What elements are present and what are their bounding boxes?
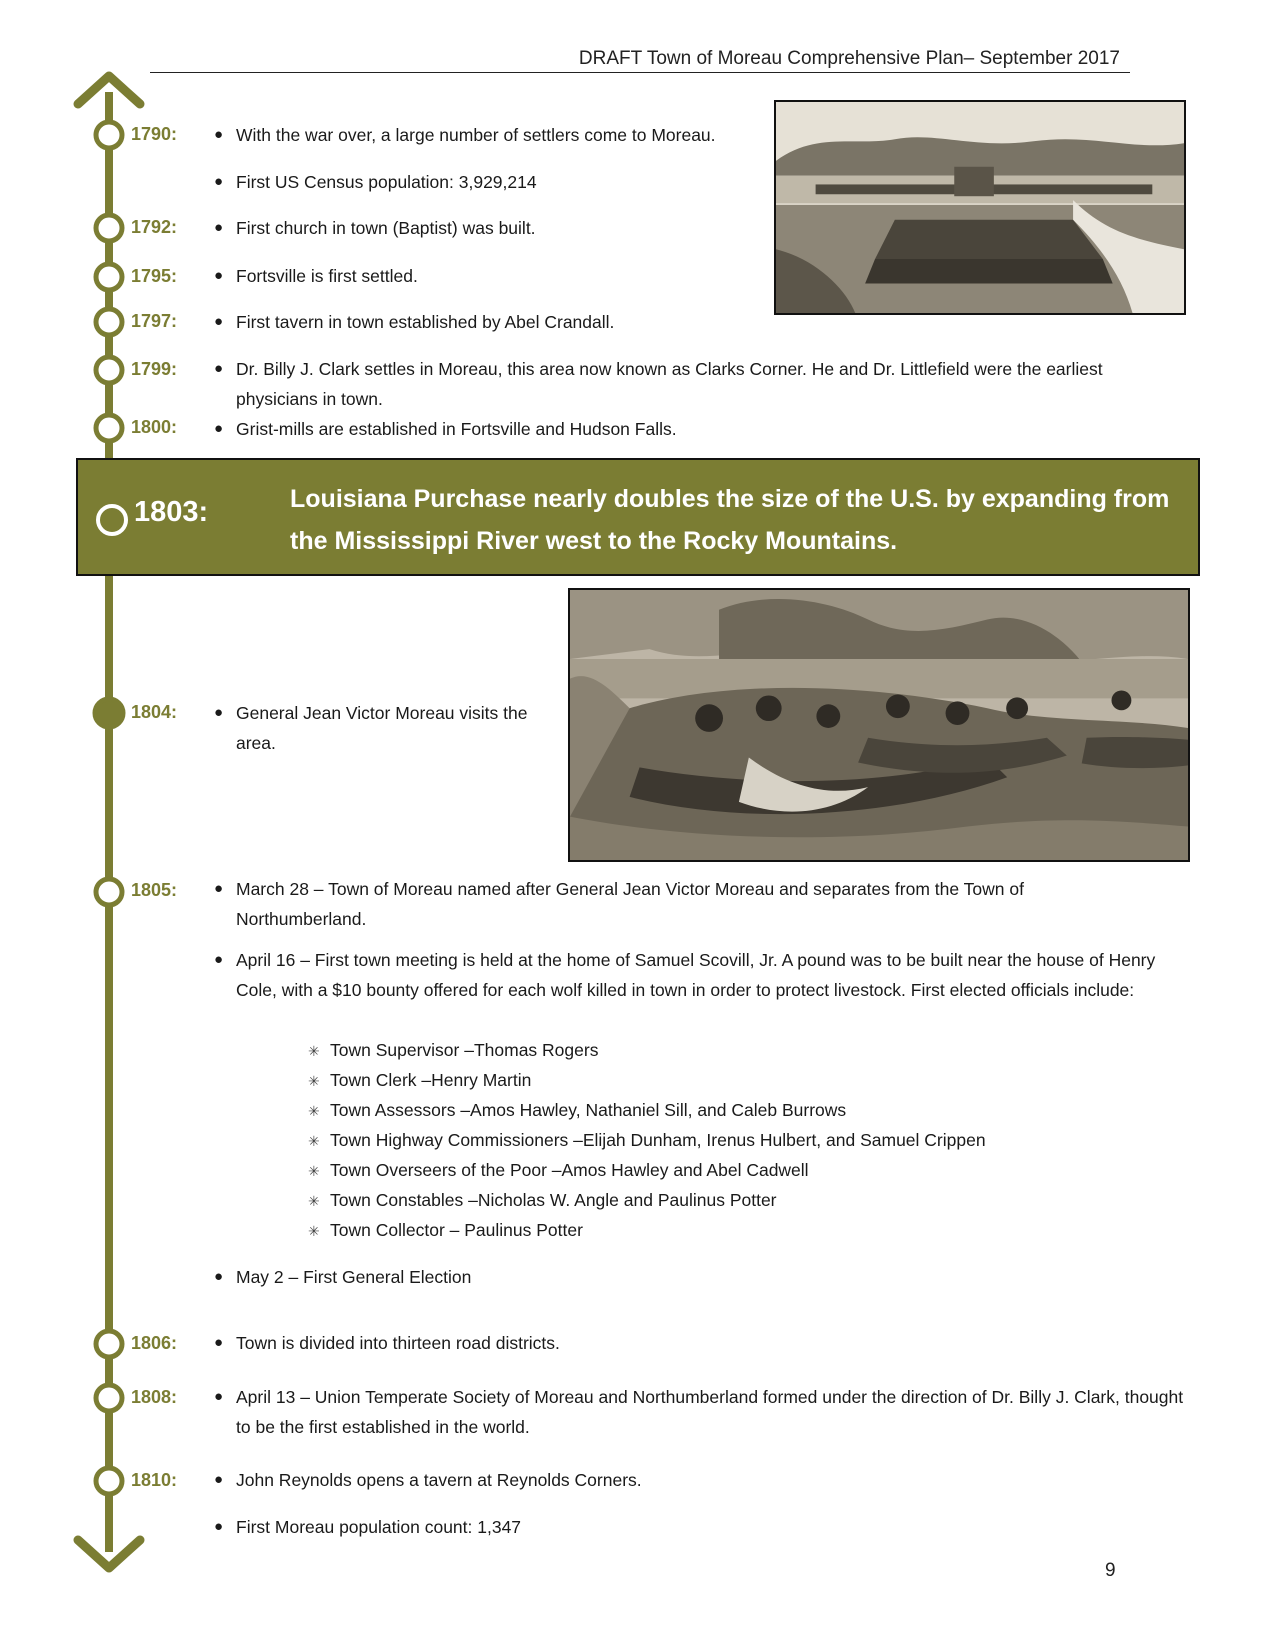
list-item: ● Dr. Billy J. Clark settles in Moreau, this area now known as Clarks Corner. He and Dr. Littlefield were the earliest physicians in town. <box>214 359 1103 409</box>
timeline-node-1795 <box>96 264 122 290</box>
timeline-node-1808 <box>96 1385 122 1411</box>
year-1808: 1808: <box>131 1387 178 1407</box>
river-battle-engraving-image <box>568 588 1190 862</box>
list-item: ● First tavern in town established by Abel Crandall. <box>214 312 615 332</box>
highlight-text: Louisiana Purchase nearly doubles the size of the U.S. by expanding from the Mississippi River west to the Rocky Mountains. <box>290 485 1170 555</box>
list-item: ● General Jean Victor Moreau visits the area. <box>214 703 528 753</box>
timeline-node-1804 <box>95 699 123 727</box>
list-item: ● First church in town (Baptist) was built. <box>214 218 536 238</box>
list-item: ● First US Census population: 3,929,214 <box>214 172 537 192</box>
year-1803: 1803: <box>134 496 209 528</box>
page-header <box>150 48 1130 73</box>
canal-engraving-image <box>774 100 1186 315</box>
timeline-node-1810 <box>96 1468 122 1494</box>
list-item: ● April 16 – First town meeting is held at the home of Samuel Scovill, Jr. A pound was to be built near the house of Henry Cole, with a $10 bounty offered for each wolf killed in town in order to protect livestock. First elected officials include: <box>214 950 1156 1000</box>
list-item: ● May 2 – First General Election <box>214 1267 472 1287</box>
header-title: DRAFT Town of Moreau Comprehensive Plan– September 2017 <box>578 48 1120 69</box>
list-item: ● With the war over, a large number of settlers come to Moreau. <box>214 125 716 145</box>
year-1800: 1800: <box>131 417 178 437</box>
list-item: ● First Moreau population count: 1,347 <box>214 1517 522 1537</box>
year-1805: 1805: <box>131 880 178 900</box>
list-item: ● April 13 – Union Temperate Society of Moreau and Northumberland formed under the direction of Dr. Billy J. Clark, thought to be the first established in the world. <box>214 1387 1184 1437</box>
page-number: 9 <box>1105 1560 1116 1581</box>
timeline-node-1790 <box>96 122 122 148</box>
year-1795: 1795: <box>131 266 178 286</box>
timeline-node-1805 <box>96 879 122 905</box>
official-item: ✳ Town Highway Commissioners –Elijah Dunham, Irenus Hulbert, and Samuel Crippen <box>308 1130 986 1150</box>
year-1804: 1804: <box>131 702 178 722</box>
official-item: ✳ Town Clerk –Henry Martin <box>308 1070 532 1090</box>
timeline-node-1797 <box>96 309 122 335</box>
list-item: ● Town is divided into thirteen road districts. <box>214 1333 560 1353</box>
official-item: ✳ Town Supervisor –Thomas Rogers <box>308 1040 599 1060</box>
official-item: ✳ Town Collector – Paulinus Potter <box>308 1220 583 1240</box>
year-1806: 1806: <box>131 1333 178 1353</box>
official-item: ✳ Town Constables –Nicholas W. Angle and Paulinus Potter <box>308 1190 777 1210</box>
official-item: ✳ Town Assessors –Amos Hawley, Nathaniel Sill, and Caleb Burrows <box>308 1100 847 1120</box>
year-1792: 1792: <box>131 217 178 237</box>
timeline-node-1799 <box>96 357 122 383</box>
timeline-arrow-up-icon <box>78 76 140 104</box>
official-item: ✳ Town Overseers of the Poor –Amos Hawley and Abel Cadwell <box>308 1160 809 1180</box>
year-1810: 1810: <box>131 1470 178 1490</box>
list-item: ● John Reynolds opens a tavern at Reynolds Corners. <box>214 1470 642 1490</box>
timeline-arrow-down-icon <box>78 1540 140 1568</box>
year-1799: 1799: <box>131 359 178 379</box>
timeline-node-1792 <box>96 215 122 241</box>
list-item: ● March 28 – Town of Moreau named after General Jean Victor Moreau and separates from the Town of Northumberland. <box>214 879 1024 929</box>
list-item: ● Grist-mills are established in Fortsville and Hudson Falls. <box>214 419 677 439</box>
timeline-node-1803-icon <box>96 504 128 536</box>
year-1790: 1790: <box>131 124 178 144</box>
list-item: ● Fortsville is first settled. <box>214 266 418 286</box>
year-1797: 1797: <box>131 311 178 331</box>
timeline-node-1800 <box>96 415 122 441</box>
timeline-node-1806 <box>96 1331 122 1357</box>
highlight-band-1803 <box>76 458 1200 576</box>
